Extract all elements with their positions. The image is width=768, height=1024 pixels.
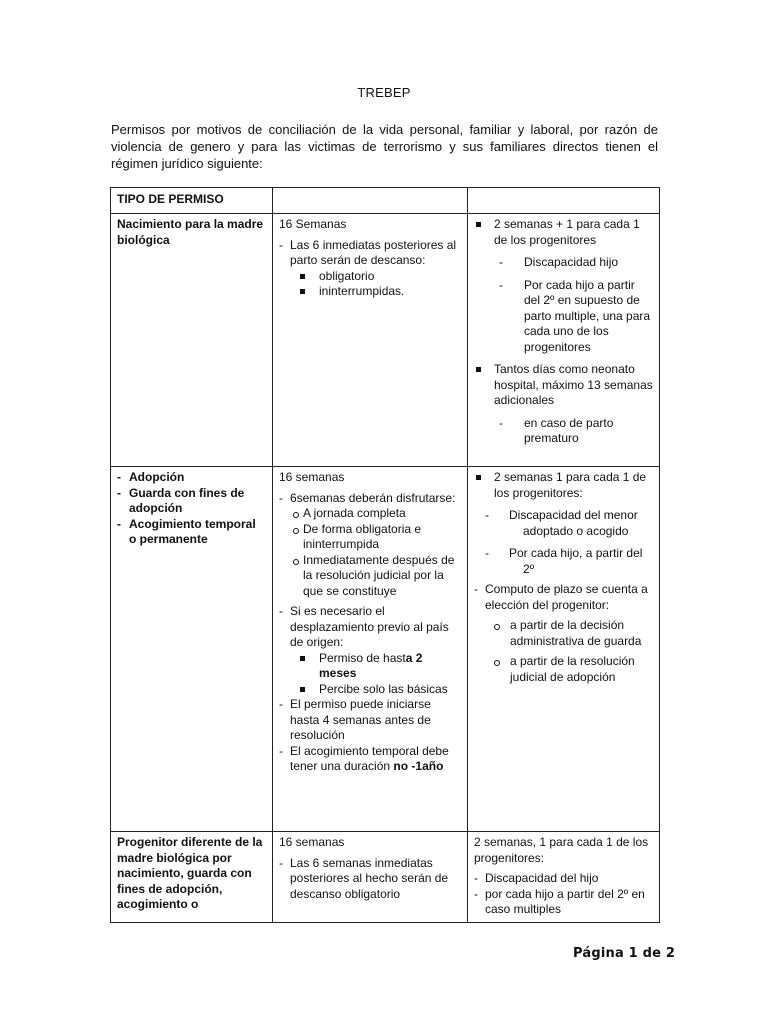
list-item: - Por cada hijo, a partir del 2º	[499, 546, 653, 577]
cell-tipo	[111, 467, 273, 832]
list-item: a partir de la resolución judicial de adopción	[494, 654, 653, 685]
cell-tipo	[111, 214, 273, 467]
list-item: - El permiso puede iniciarse hasta 4 semanas antes de resolución	[279, 697, 461, 744]
table-header-row	[111, 188, 660, 214]
cell-tipo	[111, 832, 273, 923]
list-item: A jornada completa	[293, 506, 461, 522]
list-item-text: El acogimiento temporal debe tener una duración	[290, 743, 449, 773]
list-item: - Si es necesario el desplazamiento previo al país de origen:	[279, 604, 461, 651]
list-item: - Las 6 semanas inmediatas posteriores al hecho serán de descanso obligatorio	[279, 856, 461, 903]
cell-duration	[273, 832, 468, 923]
list-item: Tantos días como neonato hospital, máximo 13 semanas adicionales	[474, 362, 653, 409]
header-cell-3	[468, 188, 660, 214]
list-item: Percibe solo las básicas	[297, 682, 461, 698]
permit-type: - Guarda con fines de adopción	[117, 486, 266, 517]
cell-duration	[273, 467, 468, 832]
list-item: - por cada hijo a partir del 2º en caso multiples	[474, 887, 653, 918]
list-item: 2 semanas + 1 para cada 1 de los progenitores	[474, 217, 653, 248]
list-item: 2 semanas 1 para cada 1 de los progenitores:	[474, 470, 653, 501]
permit-type: - Adopción	[117, 470, 266, 486]
list-item	[279, 744, 461, 775]
list-item: - Las 6 inmediatas posteriores al parto serán de descanso:	[279, 238, 461, 269]
list-item: ininterrumpidas.	[297, 284, 461, 300]
list-item: Inmediatamente después de la resolución judicial por la que se constituye	[293, 553, 461, 600]
list-item: - Computo de plazo se cuenta a elección del progenitor:	[474, 582, 653, 613]
duration-heading: 16 semanas	[279, 470, 345, 484]
list-item: - en caso de parto prematuro	[499, 416, 653, 447]
document-title: TREBEP	[357, 85, 411, 100]
header-cell-tipo: TIPO DE PERMISO	[111, 188, 273, 214]
cell-duration	[273, 214, 468, 467]
list-item: a partir de la decisión administrativa de guarda	[494, 618, 653, 649]
table-row-adopcion	[111, 467, 660, 832]
page-number: Página 1 de 2	[573, 946, 676, 961]
cell-extensions	[468, 832, 660, 923]
list-item: - Por cada hijo a partir del 2º en supuesto de parto multiple, una para cada uno de los progenitores	[499, 278, 653, 356]
intro-paragraph: Permisos por motivos de conciliación de la vida personal, familiar y laboral, por razón de violencia de genero y para las victimas de terrorismo y sus familiares directos tienen el régimen jurídico siguiente:	[111, 122, 658, 171]
table-row-nacimiento	[111, 214, 660, 467]
list-item: - Discapacidad del hijo	[474, 871, 653, 887]
list-item-bold-text: no -1año	[393, 759, 444, 773]
list-item-bold-text: a 2 meses	[319, 650, 423, 680]
list-item: obligatorio	[297, 269, 461, 285]
cell-extensions	[468, 214, 660, 467]
permit-type: - Acogimiento temporal o permanente	[117, 517, 266, 548]
list-item-text: Permiso de hast	[319, 650, 406, 665]
permit-type: Progenitor diferente de la madre biológica por nacimiento, guarda con fines de adopción, acogimiento o	[117, 835, 263, 911]
duration-heading: 16 Semanas	[279, 217, 347, 231]
permit-type: Nacimiento para la madre biológica	[117, 217, 264, 247]
list-item: De forma obligatoria e ininterrumpida	[293, 522, 461, 553]
cell-extensions	[468, 467, 660, 832]
list-item	[297, 651, 461, 682]
extensions-heading: 2 semanas, 1 para cada 1 de los progenitores:	[474, 835, 649, 865]
list-item: - Discapacidad del menor adoptado o acogido	[499, 508, 653, 539]
list-item: - Discapacidad hijo	[499, 255, 653, 271]
permits-table	[110, 187, 660, 923]
table-row-progenitor	[111, 832, 660, 923]
duration-heading: 16 semanas	[279, 835, 345, 849]
list-item: - 6semanas deberán disfrutarse:	[279, 491, 461, 507]
header-cell-2	[273, 188, 468, 214]
